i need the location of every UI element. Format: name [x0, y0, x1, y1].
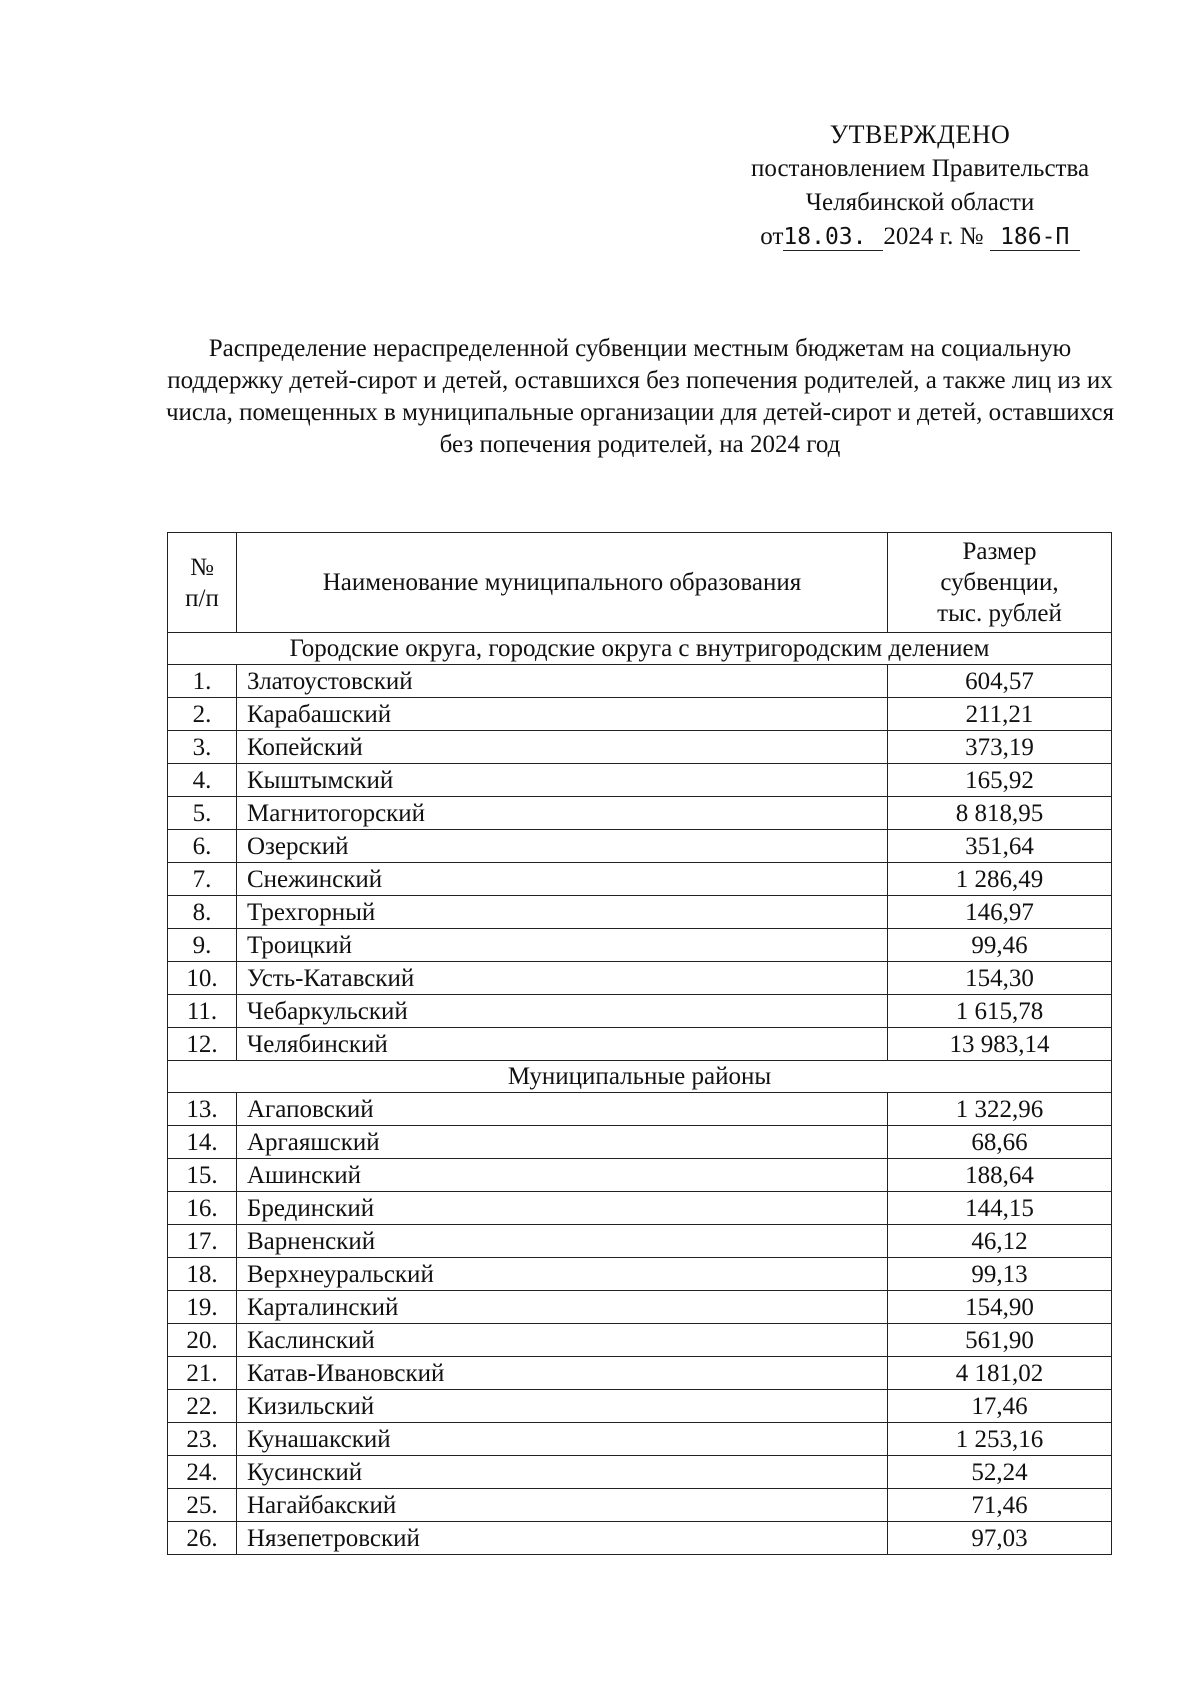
subvention-amount: 99,13: [888, 1258, 1112, 1291]
table-row: [168, 1028, 1112, 1061]
table-row: [168, 1126, 1112, 1159]
subvention-table: [167, 532, 1112, 1555]
section-title: Городские округа, городские округа с внутригородским делением: [168, 633, 1112, 665]
row-number: 13.: [168, 1093, 237, 1126]
row-number: 22.: [168, 1390, 237, 1423]
municipality-name: Кусинский: [237, 1456, 888, 1489]
row-number: 2.: [168, 698, 237, 731]
table-row: [168, 1291, 1112, 1324]
municipality-name: Кыштымский: [237, 764, 888, 797]
table-row: [168, 1390, 1112, 1423]
table-row: [168, 665, 1112, 698]
header-amount-line-2: субвенции,: [940, 569, 1059, 596]
subvention-amount: 99,46: [888, 929, 1112, 962]
municipality-name: Златоустовский: [237, 665, 888, 698]
row-number: 12.: [168, 1028, 237, 1061]
header-num-line-2: п/п: [185, 584, 219, 612]
municipality-name: Карабашский: [237, 698, 888, 731]
table-row: [168, 962, 1112, 995]
subvention-amount: 211,21: [888, 698, 1112, 731]
approval-line-2: Челябинской области: [805, 189, 1035, 216]
municipality-name: Аргаяшский: [237, 1126, 888, 1159]
decree-number: 186-П: [990, 224, 1080, 251]
subvention-amount: 165,92: [888, 764, 1112, 797]
header-amount-line-1: Размер: [962, 538, 1037, 565]
header-amount-line-3: тыс. рублей: [937, 600, 1062, 627]
subvention-amount: 1 286,49: [888, 863, 1112, 896]
subvention-amount: 8 818,95: [888, 797, 1112, 830]
municipality-name: Карталинский: [237, 1291, 888, 1324]
section-header-row: [168, 633, 1112, 665]
subvention-amount: 561,90: [888, 1324, 1112, 1357]
table-row: [168, 1456, 1112, 1489]
municipality-name: Брединский: [237, 1192, 888, 1225]
table-row: [168, 830, 1112, 863]
table-header-row: [168, 533, 1112, 633]
subvention-amount: 154,90: [888, 1291, 1112, 1324]
subvention-amount: 154,30: [888, 962, 1112, 995]
subvention-amount: 351,64: [888, 830, 1112, 863]
municipality-name: Кизильский: [237, 1390, 888, 1423]
approval-date-line: [700, 220, 1140, 254]
table-row: [168, 1192, 1112, 1225]
subvention-amount: 4 181,02: [888, 1357, 1112, 1390]
row-number: 11.: [168, 995, 237, 1028]
row-number: 16.: [168, 1192, 237, 1225]
document-title: Распределение нераспределенной субвенции местным бюджетам на социальную поддержку детей-сирот и детей, оставшихся без попечения родителей, а также лиц из их числа, помещенных в муниципальные организации для детей-сирот и детей, оставшихся без попечения родителей, на 2024 год: [165, 335, 1115, 458]
table-row: [168, 1357, 1112, 1390]
table-row: [168, 1093, 1112, 1126]
row-number: 3.: [168, 731, 237, 764]
municipality-name: Челябинский: [237, 1028, 888, 1061]
table-row: [168, 1258, 1112, 1291]
approval-heading: УТВЕРЖДЕНО: [829, 120, 1011, 149]
table-row: [168, 764, 1112, 797]
table-row: [168, 1159, 1112, 1192]
header-amount: [888, 533, 1112, 633]
municipality-name: Трехгорный: [237, 896, 888, 929]
row-number: 20.: [168, 1324, 237, 1357]
subvention-amount: 373,19: [888, 731, 1112, 764]
table-body: [168, 633, 1112, 1555]
header-name: Наименование муниципального образования: [237, 533, 888, 633]
row-number: 19.: [168, 1291, 237, 1324]
municipality-name: Ашинский: [237, 1159, 888, 1192]
row-number: 5.: [168, 797, 237, 830]
subvention-amount: 17,46: [888, 1390, 1112, 1423]
table-row: [168, 1225, 1112, 1258]
table-row: [168, 797, 1112, 830]
table-row: [168, 863, 1112, 896]
subvention-amount: 188,64: [888, 1159, 1112, 1192]
row-number: 10.: [168, 962, 237, 995]
table-row: [168, 1324, 1112, 1357]
row-number: 4.: [168, 764, 237, 797]
row-number: 17.: [168, 1225, 237, 1258]
municipality-name: Нагайбакский: [237, 1489, 888, 1522]
row-number: 24.: [168, 1456, 237, 1489]
table-row: [168, 896, 1112, 929]
subvention-amount: 71,46: [888, 1489, 1112, 1522]
header-num-line-1: №: [190, 553, 214, 581]
table-row: [168, 698, 1112, 731]
row-number: 6.: [168, 830, 237, 863]
row-number: 14.: [168, 1126, 237, 1159]
date-prefix: от: [760, 223, 784, 250]
row-number: 25.: [168, 1489, 237, 1522]
municipality-name: Кунашакский: [237, 1423, 888, 1456]
row-number: 15.: [168, 1159, 237, 1192]
subvention-amount: 1 253,16: [888, 1423, 1112, 1456]
approval-line-1: постановлением Правительства: [750, 155, 1090, 182]
header-num: [168, 533, 237, 633]
subvention-amount: 1 322,96: [888, 1093, 1112, 1126]
municipality-name: Магнитогорский: [237, 797, 888, 830]
section-header-row: [168, 1061, 1112, 1093]
municipality-name: Агаповский: [237, 1093, 888, 1126]
row-number: 9.: [168, 929, 237, 962]
municipality-name: Усть-Катавский: [237, 962, 888, 995]
subvention-amount: 97,03: [888, 1522, 1112, 1555]
municipality-name: Чебаркульский: [237, 995, 888, 1028]
subvention-amount: 144,15: [888, 1192, 1112, 1225]
table-row: [168, 731, 1112, 764]
municipality-name: Варненский: [237, 1225, 888, 1258]
date-value: 18.03.: [783, 224, 883, 251]
row-number: 23.: [168, 1423, 237, 1456]
row-number: 26.: [168, 1522, 237, 1555]
municipality-name: Каслинский: [237, 1324, 888, 1357]
row-number: 8.: [168, 896, 237, 929]
section-title: Муниципальные районы: [168, 1061, 1112, 1093]
table-row: [168, 1489, 1112, 1522]
municipality-name: Озерский: [237, 830, 888, 863]
municipality-name: Катав-Ивановский: [237, 1357, 888, 1390]
row-number: 18.: [168, 1258, 237, 1291]
row-number: 21.: [168, 1357, 237, 1390]
municipality-name: Нязепетровский: [237, 1522, 888, 1555]
subvention-amount: 146,97: [888, 896, 1112, 929]
subvention-amount: 13 983,14: [888, 1028, 1112, 1061]
subvention-amount: 52,24: [888, 1456, 1112, 1489]
table-row: [168, 929, 1112, 962]
municipality-name: Копейский: [237, 731, 888, 764]
subvention-amount: 604,57: [888, 665, 1112, 698]
municipality-name: Верхнеуральский: [237, 1258, 888, 1291]
subvention-amount: 46,12: [888, 1225, 1112, 1258]
approval-stamp: [700, 118, 1140, 254]
municipality-name: Снежинский: [237, 863, 888, 896]
subvention-amount: 1 615,78: [888, 995, 1112, 1028]
municipality-name: Троицкий: [237, 929, 888, 962]
row-number: 1.: [168, 665, 237, 698]
table-row: [168, 1423, 1112, 1456]
table-row: [168, 995, 1112, 1028]
year-label: 2024 г. №: [883, 223, 984, 250]
row-number: 7.: [168, 863, 237, 896]
table-row: [168, 1522, 1112, 1555]
subvention-amount: 68,66: [888, 1126, 1112, 1159]
